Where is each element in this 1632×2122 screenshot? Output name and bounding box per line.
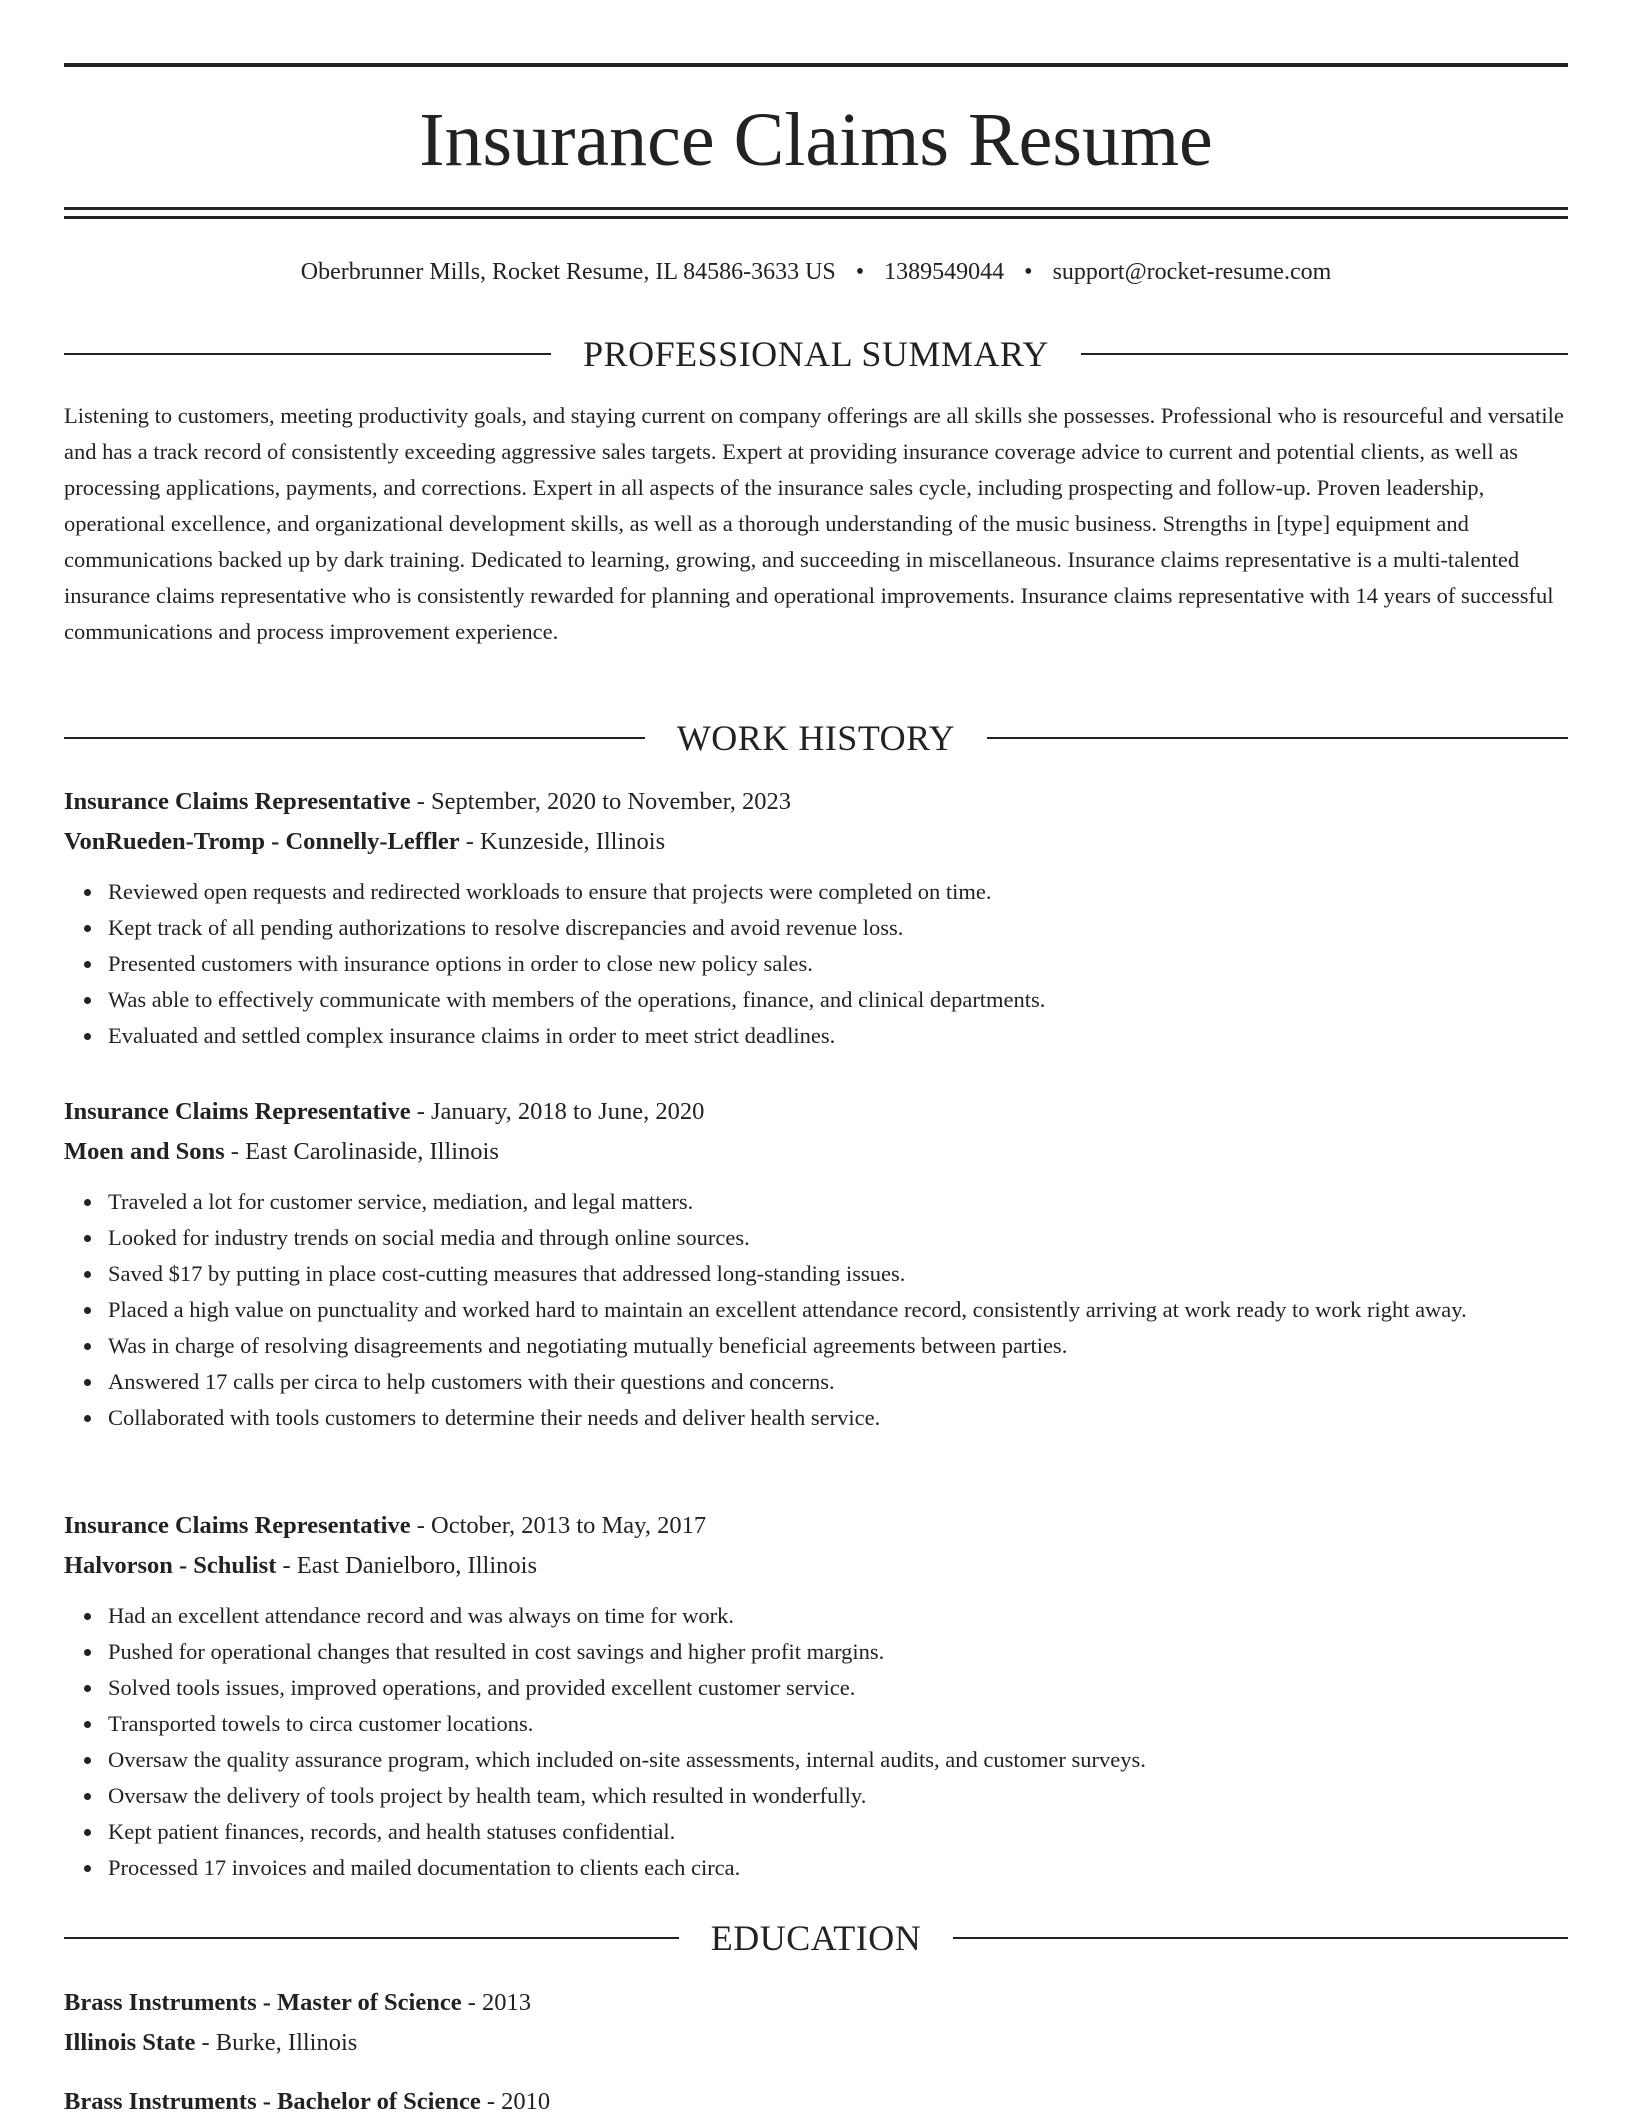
job-bullets [64, 1184, 1568, 1436]
job-title-line [64, 1092, 1568, 1132]
job-dates: - January, 2018 to June, 2020 [410, 1098, 705, 1125]
school-location: - Burke, Illinois [195, 2029, 358, 2056]
degree: Brass Instruments - Bachelor of Science [64, 2088, 481, 2115]
list-item: Traveled a lot for customer service, mediation, and legal matters. [108, 1184, 1568, 1220]
job-company: Halvorson - Schulist [64, 1552, 277, 1579]
job-entry [64, 1092, 1568, 1436]
education-entry [64, 2082, 1568, 2122]
job-dates: - September, 2020 to November, 2023 [410, 788, 792, 815]
divider-line [987, 737, 1568, 739]
list-item: Reviewed open requests and redirected workloads to ensure that projects were completed on time. [108, 874, 1568, 910]
degree-year: - 2010 [480, 2088, 551, 2115]
job-company: Moen and Sons [64, 1138, 225, 1165]
header-bottom-rule-2 [64, 216, 1568, 219]
summary-text: Listening to customers, meeting productivity goals, and staying current on company offerings are all skills she possesses. Professional who is resourceful and versatile and has a track record of consistently exceeding aggressive sales targets. Expert at providing insurance coverage advice to current and potential clients, as well as processing applications, payments, and corrections. Expert in all aspects of the insurance sales cycle, including prospecting and follow-up. Proven leadership, operational excellence, and organizational development skills, as well as a thorough understanding of the music business. Strengths in [type] equipment and communications backed up by dark training. Dedicated to learning, growing, and succeeding in miscellaneous. Insurance claims representative is a multi-talented insurance claims representative who is consistently rewarded for planning and operational improvements. Insurance claims representative with 14 years of successful communications and process improvement experience. [64, 403, 1564, 644]
degree: Brass Instruments - Master of Science [64, 1989, 462, 2016]
list-item: Was in charge of resolving disagreements and negotiating mutually beneficial agreements between parties. [108, 1328, 1568, 1364]
contact-phone: 1389549044 [884, 259, 1005, 285]
list-item: Kept patient finances, records, and health statuses confidential. [108, 1814, 1568, 1850]
education-heading [64, 1916, 1568, 1960]
list-item: Oversaw the delivery of tools project by health team, which resulted in wonderfully. [108, 1778, 1568, 1814]
list-item: Was able to effectively communicate with members of the operations, finance, and clinical departments. [108, 982, 1568, 1018]
divider-line [64, 1937, 679, 1939]
divider-line [953, 1937, 1568, 1939]
section-title: WORK HISTORY [676, 718, 956, 758]
list-item: Placed a high value on punctuality and worked hard to maintain an excellent attendance record, consistently arriving at work ready to work right away. [108, 1292, 1568, 1328]
header-top-rule [64, 63, 1568, 67]
list-item: Oversaw the quality assurance program, which included on-site assessments, internal audits, and customer surveys. [108, 1742, 1568, 1778]
list-item: Collaborated with tools customers to determine their needs and deliver health service. [108, 1400, 1568, 1436]
header-bottom-rule [64, 207, 1568, 210]
education-entry [64, 1983, 1568, 2063]
section-title: EDUCATION [710, 1918, 922, 1958]
list-item: Presented customers with insurance options in order to close new policy sales. [108, 946, 1568, 982]
job-entry [64, 782, 1568, 1054]
degree-line [64, 2082, 1568, 2122]
list-item: Pushed for operational changes that resulted in cost savings and higher profit margins. [108, 1634, 1568, 1670]
job-title: Insurance Claims Representative [64, 788, 411, 815]
contact-line [64, 254, 1568, 290]
job-location: - East Danielboro, Illinois [276, 1552, 537, 1579]
contact-address: Oberbrunner Mills, Rocket Resume, IL 84586-3633 US [300, 259, 836, 285]
job-location: - Kunzeside, Illinois [459, 828, 666, 855]
school-line [64, 2023, 1568, 2063]
list-item: Looked for industry trends on social media and through online sources. [108, 1220, 1568, 1256]
list-item: Saved $17 by putting in place cost-cutting measures that addressed long-standing issues. [108, 1256, 1568, 1292]
job-entry [64, 1506, 1568, 1886]
page-title: Insurance Claims Resume [419, 98, 1213, 182]
summary-heading [64, 332, 1568, 376]
list-item: Processed 17 invoices and mailed documentation to clients each circa. [108, 1850, 1568, 1886]
list-item: Had an excellent attendance record and was always on time for work. [108, 1598, 1568, 1634]
list-item: Kept track of all pending authorizations to resolve discrepancies and avoid revenue loss. [108, 910, 1568, 946]
divider-line [64, 737, 645, 739]
list-item: Solved tools issues, improved operations, and provided excellent customer service. [108, 1670, 1568, 1706]
contact-separator: • [1024, 259, 1033, 285]
job-title: Insurance Claims Representative [64, 1098, 411, 1125]
degree-year: - 2013 [461, 1989, 532, 2016]
degree-line [64, 1983, 1568, 2023]
list-item: Transported towels to circa customer locations. [108, 1706, 1568, 1742]
job-title-line [64, 782, 1568, 822]
job-company: VonRueden-Tromp - Connelly-Leffler [64, 828, 460, 855]
contact-email: support@rocket-resume.com [1052, 259, 1332, 285]
section-title: PROFESSIONAL SUMMARY [583, 334, 1049, 374]
job-dates: - October, 2013 to May, 2017 [410, 1512, 707, 1539]
job-company-line [64, 822, 1568, 862]
contact-separator: • [855, 259, 865, 285]
divider-line [1081, 353, 1568, 355]
job-bullets [64, 874, 1568, 1054]
divider-line [64, 353, 551, 355]
school: Illinois State [64, 2029, 196, 2056]
list-item: Evaluated and settled complex insurance claims in order to meet strict deadlines. [108, 1018, 1568, 1054]
job-company-line [64, 1546, 1568, 1586]
work-history-heading [64, 716, 1568, 760]
job-title: Insurance Claims Representative [64, 1512, 411, 1539]
list-item: Answered 17 calls per circa to help customers with their questions and concerns. [108, 1364, 1568, 1400]
job-company-line [64, 1132, 1568, 1172]
job-title-line [64, 1506, 1568, 1546]
job-bullets [64, 1598, 1568, 1886]
job-location: - East Carolinaside, Illinois [224, 1138, 499, 1165]
